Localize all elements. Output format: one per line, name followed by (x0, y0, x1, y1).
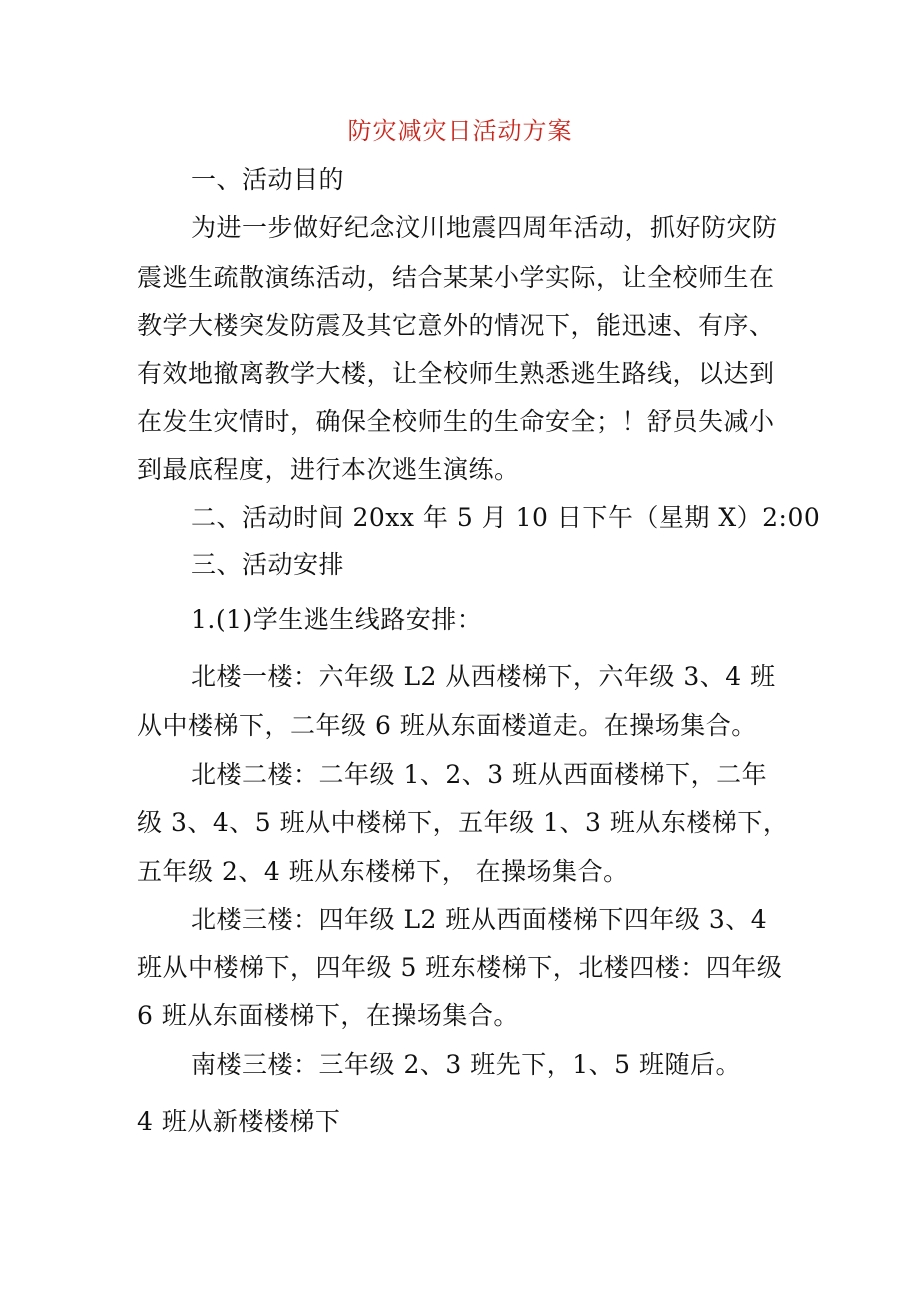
section-heading-3: 三、活动安排 (191, 550, 345, 579)
document-title: 防灾减灾日活动方案 (347, 117, 573, 145)
paragraph-line: 6 班从东面楼梯下，在操场集合。 (137, 1001, 519, 1030)
paragraph-line: 4 班从新楼楼梯下 (137, 1107, 341, 1136)
paragraph-line: 北楼一楼：六年级 L2 从西楼梯下，六年级 3、4 班 (191, 662, 776, 691)
paragraph-line: 从中楼梯下，二年级 6 班从东面楼道走。在操场集合。 (137, 711, 757, 740)
section-heading-1: 一、活动目的 (191, 165, 345, 194)
paragraph-line: 震逃生疏散演练活动，结合某某小学实际，让全校师生在 (137, 263, 775, 292)
paragraph-line: 到最底程度，进行本次逃生演练。 (137, 455, 520, 484)
paragraph-line: 南楼三楼：三年级 2、3 班先下，1、5 班随后。 (191, 1050, 741, 1079)
paragraph-line: 有效地撤离教学大楼，让全校师生熟悉逃生路线，以达到 (137, 359, 775, 388)
paragraph-line: 级 3、4、5 班从中楼梯下，五年级 1、3 班从东楼梯下， (137, 808, 789, 837)
paragraph-line: 为进一步做好纪念汶川地震四周年活动，抓好防灾防 (191, 213, 778, 242)
paragraph-line: 教学大楼突发防震及其它意外的情况下，能迅速、有序、 (137, 311, 775, 340)
section-heading-2: 二、活动时间 20xx 年 5 月 10 日下午（星期 X）2:00 (191, 503, 821, 532)
sub-heading: 1.(1)学生逃生线路安排： (191, 605, 483, 634)
paragraph-line: 北楼三楼：四年级 L2 班从西面楼梯下四年级 3、4 (191, 905, 768, 934)
paragraph-line: 北楼二楼：二年级 1、2、3 班从西面楼梯下，二年 (191, 760, 768, 789)
paragraph-line: 班从中楼梯下，四年级 5 班东楼梯下，北楼四楼：四年级 (137, 953, 783, 982)
paragraph-line: 在发生灾情时，确保全校师生的生命安全；！舒员失减小 (137, 407, 775, 436)
paragraph-line: 五年级 2、4 班从东楼梯下， 在操场集合。 (137, 857, 629, 886)
